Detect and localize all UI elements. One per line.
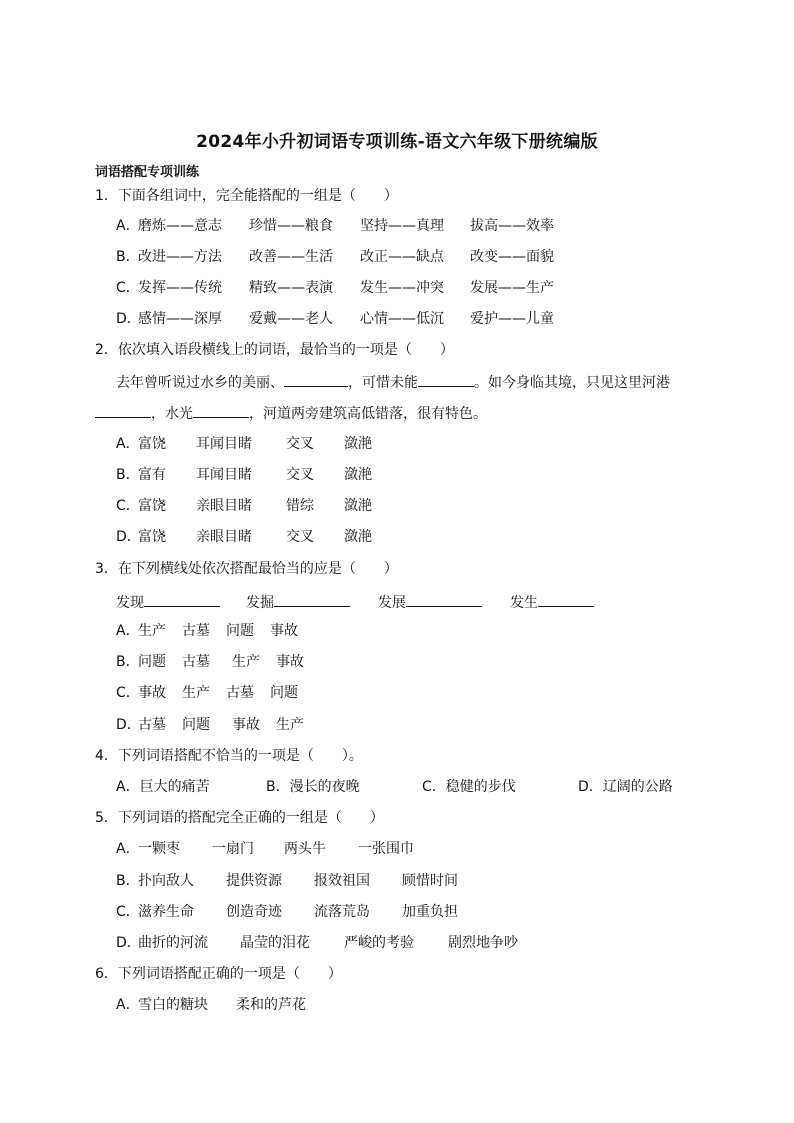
option-item: 交叉	[286, 436, 314, 452]
option-item: 古墓	[182, 623, 210, 639]
option-item: 耳闻目睹	[196, 467, 252, 483]
option-item: 问题	[270, 685, 298, 701]
option-item: 加重负担	[402, 904, 458, 920]
option-label: A．	[116, 623, 140, 639]
option-item: 生产	[138, 623, 166, 639]
option-item: 一扇门	[212, 841, 254, 857]
option-item: 富饶	[138, 529, 166, 545]
option-item: 问题	[182, 717, 210, 733]
q4-option-b: B．漫长的夜晚	[266, 779, 360, 795]
option-item: 富饶	[138, 498, 166, 514]
option-item: 提供资源	[226, 873, 282, 889]
option-item: 亲眼目睹	[196, 498, 252, 514]
fill-blank	[274, 591, 350, 607]
option-item: 柔和的芦花	[236, 997, 306, 1013]
option-item: 交叉	[286, 529, 314, 545]
option-item: 报效祖国	[314, 873, 370, 889]
option-item: 珍惜——粮食	[249, 218, 333, 234]
option-item: 亲眼目睹	[196, 529, 252, 545]
option-item: 富饶	[138, 436, 166, 452]
q3-word-cell	[116, 591, 220, 613]
section-heading: 词语搭配专项训练	[95, 165, 200, 180]
q3-word: 发现	[116, 595, 144, 611]
option-item: 古墓	[182, 654, 210, 670]
option-label: B．	[116, 654, 140, 670]
option-label: A．	[116, 841, 140, 857]
option-item: 交叉	[286, 467, 314, 483]
option-item: 生产	[276, 717, 304, 733]
option-label: C．	[116, 904, 140, 920]
option-label: C．	[116, 280, 140, 296]
option-item: 改善——生活	[249, 249, 333, 265]
option-item: 事故	[276, 654, 304, 670]
option-label: A．	[116, 218, 140, 234]
option-item: 顾惜时间	[402, 873, 458, 889]
option-label: C．	[116, 685, 140, 701]
option-item: 曲折的河流	[138, 935, 208, 951]
option-label: C．	[116, 498, 140, 514]
option-label: B．	[116, 873, 140, 889]
passage-text: ，河道两旁建筑高低错落，很有特色。	[249, 406, 487, 422]
option-item: 爱戴——老人	[249, 311, 333, 327]
fill-blank	[193, 402, 249, 418]
option-item: 事故	[232, 717, 260, 733]
option-item: 古墓	[226, 685, 254, 701]
option-item: 一张围巾	[358, 841, 414, 857]
option-item: 磨炼——意志	[138, 218, 222, 234]
fill-blank	[418, 371, 474, 387]
q4-option-c: C．稳健的步伐	[422, 779, 516, 795]
q3-stem: 3．在下列横线处依次搭配最恰当的应是（ ）	[95, 561, 398, 577]
option-item: 流落荒岛	[314, 904, 370, 920]
passage-text: ，可惜未能	[348, 375, 418, 391]
fill-blank	[284, 371, 348, 387]
option-item: 古墓	[138, 717, 166, 733]
option-item: 滋养生命	[138, 904, 194, 920]
option-label: D．	[116, 529, 141, 545]
option-item: 发展——生产	[470, 280, 554, 296]
option-label: B．	[116, 249, 140, 265]
option-item: 坚持——真理	[360, 218, 444, 234]
q6-stem: 6．下列词语搭配正确的一项是（ ）	[95, 966, 342, 982]
option-item: 拔高——效率	[470, 218, 554, 234]
option-item: 一颗枣	[138, 841, 180, 857]
fill-blank	[144, 591, 220, 607]
option-item: 改进——方法	[138, 249, 222, 265]
option-item: 剧烈地争吵	[448, 935, 518, 951]
option-label: D．	[116, 311, 141, 327]
option-item: 发生——冲突	[360, 280, 444, 296]
option-item: 爱护——儿童	[470, 311, 554, 327]
passage-text: 去年曾听说过水乡的美丽、	[116, 375, 284, 391]
document-title: 2024年小升初词语专项训练-语文六年级下册统编版	[196, 132, 598, 152]
option-label: D．	[116, 717, 141, 733]
option-item: 雪白的糖块	[138, 997, 208, 1013]
option-item: 生产	[232, 654, 260, 670]
option-item: 潋滟	[344, 467, 372, 483]
option-item: 两头牛	[284, 841, 326, 857]
option-item: 潋滟	[344, 498, 372, 514]
option-item: 生产	[182, 685, 210, 701]
q4-stem: 4．下列词语搭配不恰当的一项是（ ）。	[95, 748, 363, 764]
option-item: 潋滟	[344, 436, 372, 452]
option-item: 扑向敌人	[138, 873, 194, 889]
option-label: B．	[116, 467, 140, 483]
q4-option-a: A．巨大的痛苦	[116, 779, 210, 795]
option-item: 潋滟	[344, 529, 372, 545]
fill-blank	[95, 402, 151, 418]
option-item: 富有	[138, 467, 166, 483]
q4-option-d: D．辽阔的公路	[578, 779, 673, 795]
option-item: 晶莹的泪花	[240, 935, 310, 951]
option-item: 耳闻目睹	[196, 436, 252, 452]
q2-stem: 2．依次填入语段横线上的词语，最恰当的一项是（ ）	[95, 342, 454, 358]
q2-passage-line-1	[116, 371, 670, 391]
q3-word: 发生	[510, 595, 538, 611]
option-item: 问题	[226, 623, 254, 639]
q3-word-cell	[246, 591, 350, 613]
q2-passage-line-2	[95, 402, 487, 422]
option-item: 严峻的考验	[344, 935, 414, 951]
q3-word: 发展	[378, 595, 406, 611]
option-item: 事故	[270, 623, 298, 639]
option-item: 感情——深厚	[138, 311, 222, 327]
option-label: A．	[116, 997, 140, 1013]
fill-blank	[406, 591, 482, 607]
option-item: 改正——缺点	[360, 249, 444, 265]
option-item: 发挥——传统	[138, 280, 222, 296]
q3-word: 发掘	[246, 595, 274, 611]
option-item: 心情——低沉	[360, 311, 444, 327]
q3-word-cell	[510, 591, 594, 613]
option-label: D．	[116, 935, 141, 951]
passage-text: ，水光	[151, 406, 193, 422]
fill-blank	[538, 591, 594, 607]
option-item: 错综	[286, 498, 314, 514]
q3-word-cell	[378, 591, 482, 613]
option-label: A．	[116, 436, 140, 452]
q1-stem: 1．下面各组词中，完全能搭配的一组是（ ）	[95, 188, 398, 204]
option-item: 精致——表演	[249, 280, 333, 296]
option-item: 事故	[138, 685, 166, 701]
option-item: 问题	[138, 654, 166, 670]
q5-stem: 5．下列词语的搭配完全正确的一组是（ ）	[95, 810, 384, 826]
option-item: 创造奇迹	[226, 904, 282, 920]
passage-text: 。如今身临其境，只见这里河港	[474, 375, 670, 391]
option-item: 改变——面貌	[470, 249, 554, 265]
